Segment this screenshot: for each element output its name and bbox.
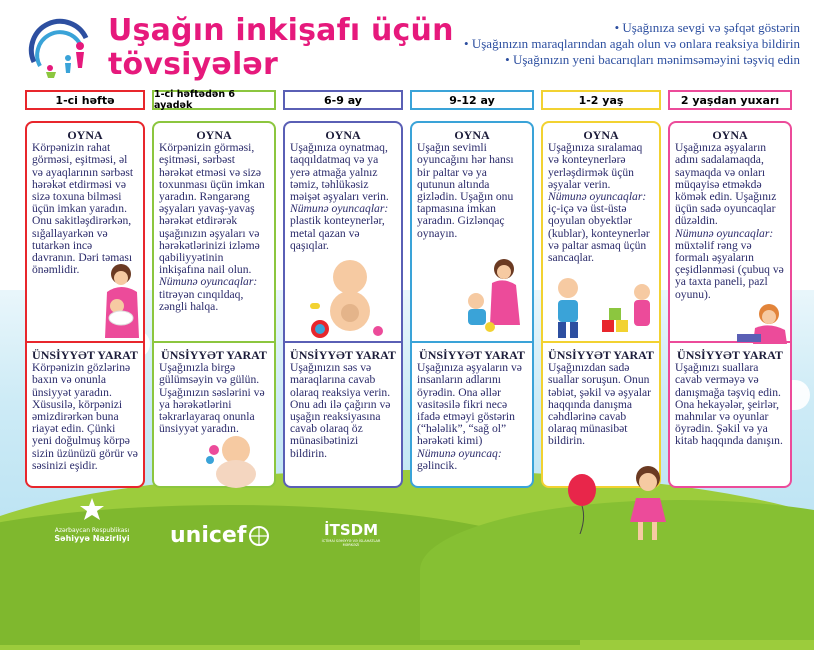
itsdm-wordmark: İTSDM (324, 521, 378, 539)
talk-heading: ÜNSİYYƏT YARAT (548, 348, 654, 362)
talk-text: Uşağınıza əşyaların və insanların adlarını öyrədin. Ona əllər vasitəsilə fikri necə ifadə etməyi göstərin (“hələlik”, “sağ ol” hərəkəti kimi) (417, 361, 522, 448)
example-text: titrəyən cınqıldaq, zəngli halqa. (159, 287, 244, 313)
baby-toy-illustration (202, 432, 268, 490)
tips-list (390, 20, 800, 68)
unicef-globe-icon (248, 525, 270, 547)
talk-heading: ÜNSİYYƏT YARAT (677, 348, 783, 362)
example-label: Nümunə oyuncaq: (417, 446, 502, 460)
title-line-1: Uşağın inkişafı üçün (108, 13, 454, 48)
family-logo-icon (28, 18, 92, 80)
ministry-logo (52, 497, 132, 543)
ministry-name-line-2: Səhiyyə Nazirliyi (54, 534, 130, 543)
talk-section (670, 341, 790, 448)
itsdm-logo (316, 521, 386, 547)
blocks-play-illustration (546, 270, 658, 340)
play-heading: OYNA (454, 128, 490, 142)
play-text: Körpənizin görməsi, eşitməsi, sərbəst hərəkət etməsi və sizə toxunması üçün imkan yaradın. Rəngarəng əşyaları yavaş-yavaş hərəkət etdirərək uşağınızın əşyaları və hərəkətlərinizi izləmə qabiliyyətinin inkişafına nail olun. (159, 141, 265, 277)
example-text: iç-içə və üst-üstə qoyulan obyektlər (kublar), konteynerlər və paltar asmaq üçün sancaqlar. (548, 202, 650, 265)
column-header: 1-ci həftə (25, 90, 145, 110)
play-section (412, 123, 532, 240)
talk-section (154, 341, 274, 435)
example-label: Nümunə oyuncaqlar: (159, 275, 258, 289)
child-reading-illustration (733, 300, 791, 344)
talk-section (412, 341, 532, 472)
girl-running-illustration (622, 464, 678, 544)
talk-text: Uşağınızın səs və maraqlarına cavab olaraq reaksiya verin. Onu adı ilə çağırın və uşağın reaksiyasına cavab olaraq öz münasibətinizi bildirin. (290, 361, 391, 460)
example-text: müxtəlif rəng və formalı əşyaların çeşidlənməsi (çubuq və ya taxta paneli, pazl oyunu). (675, 238, 784, 301)
talk-text: Uşağınızla birgə gülümsəyin və gülün. Uşağınızın səslərini və ya hərəkətlərini təkrarlayaraq onunla ünsiyyət yaradın. (159, 361, 265, 436)
column-header: 1-ci həftədən 6 ayadək (152, 90, 276, 110)
baby-with-toys-illustration (306, 255, 386, 343)
play-text: Uşağın sevimli oyuncağını hər hansı bir paltar və ya qutunun altında gizlədin. Uşağın onu tapmasına imkan yaradın. Gizlənqaç oynayın. (417, 141, 514, 240)
tip-item: • Uşağınızın yeni bacarıqları mənimsəməyini təşviq edin (390, 52, 800, 68)
mother-child-play-illustration (460, 255, 532, 335)
example-text: plastik konteynerlər, metal qazan və qaşıqlar. (290, 214, 385, 252)
play-section (154, 123, 274, 313)
example-label: Nümunə oyuncaqlar: (290, 202, 389, 216)
title-line-2: tövsiyələr (108, 47, 278, 82)
talk-section (543, 341, 659, 448)
talk-heading: ÜNSİYYƏT YARAT (32, 348, 138, 362)
column-header: 9-12 ay (410, 90, 534, 110)
talk-heading: ÜNSİYYƏT YARAT (161, 348, 267, 362)
tip-item: • Uşağınızın maraqlarından agah olun və onlara reaksiya bildirin (390, 36, 800, 52)
example-label: Nümunə oyuncaqlar: (675, 226, 774, 240)
talk-text: Uşağınızı suallara cavab verməyə və danışmağa təşviq edin. Ona hekayələr, şeirlər, mahnılar və oyunlar öyrədin. Şəkil və ya kitab haqqında danışın. (675, 361, 783, 448)
talk-section (27, 341, 143, 472)
example-label: Nümunə oyuncaqlar: (548, 190, 647, 204)
play-text: Uşağınıza əşyaların adını sadalamaqda, saymaqda və onları müqayisə etməkdə kömək edin. Uşağınız üçün sadə oyuncaqlar düzəldin. (675, 141, 777, 228)
play-section (27, 123, 143, 276)
unicef-wordmark: unicef (170, 523, 247, 548)
play-heading: OYNA (712, 128, 748, 142)
ministry-emblem-icon (79, 497, 105, 523)
play-heading: OYNA (583, 128, 619, 142)
play-section (543, 123, 659, 264)
play-heading: OYNA (196, 128, 232, 142)
play-heading: OYNA (67, 128, 103, 142)
example-text: gəlincik. (417, 458, 458, 472)
talk-heading: ÜNSİYYƏT YARAT (419, 348, 525, 362)
play-text: Körpənizin rahat görməsi, eşitməsi, əl və ayaqlarının sərbəst hərəkət etdirməsi və sizə toxuna bilməsi üçün imkan yaradın. Onu sakitləşdirərkən, sığallayarkən və tutarkən incə davranın. Dəri təması önəmlidir. (32, 141, 134, 277)
unicef-logo (170, 523, 270, 548)
column-header: 2 yaşdan yuxarı (668, 90, 792, 110)
ministry-name-line-1: Azərbaycan Respublikası (54, 527, 130, 534)
talk-text: Körpənizin gözlərinə baxın və onunla ünsiyyət yaradın. Xüsusilə, körpənizi əmizdirərkən buna riayət edin. Çünki yeni doğulmuş körpə sizin üzünüzü görür və səsinizi eşidir. (32, 361, 138, 472)
column-header: 6-9 ay (283, 90, 403, 110)
itsdm-subtitle: İCTİMAİ SƏHİYYƏ VƏ İSLAHATLAR MƏRKƏZİ (321, 539, 381, 547)
play-text: Uşağınıza sıralamaq və konteynerlərə yerləşdirmək üçün əşyalar verin. (548, 141, 643, 191)
talk-heading: ÜNSİYYƏT YARAT (290, 348, 396, 362)
mother-baby-illustration (97, 262, 143, 338)
play-section (670, 123, 790, 301)
talk-section (285, 341, 401, 460)
play-heading: OYNA (325, 128, 361, 142)
play-section (285, 123, 401, 252)
play-text: Uşağınıza oynatmaq, taqqıldatmaq və ya yerə atmağa yalnız təmiz, təhlükəsiz məişət əşyaları verin. (290, 141, 389, 204)
talk-text: Uşağınızdan sadə suallar soruşun. Onun təbiət, şəkil və əşyalar haqqında danışma cəhdlərinə cavab olaraq münasibət bildirin. (548, 361, 652, 448)
tip-item: • Uşağınıza sevgi və şəfqət göstərin (390, 20, 800, 36)
column-header: 1-2 yaş (541, 90, 661, 110)
balloon-icon (562, 472, 602, 534)
